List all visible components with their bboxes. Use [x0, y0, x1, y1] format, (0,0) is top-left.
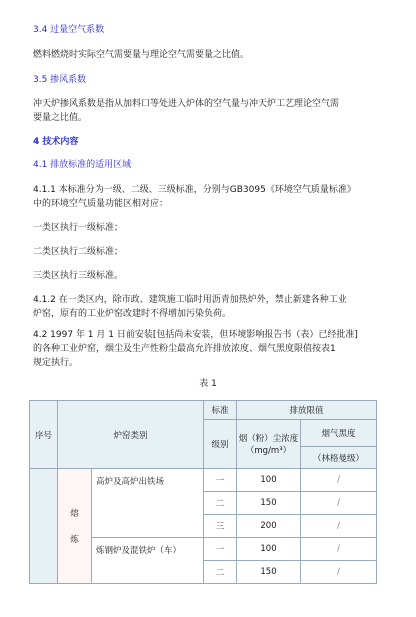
- header-level-top: 标准: [204, 401, 237, 420]
- group-label-1: 熔: [70, 509, 79, 519]
- group-cell: [58, 469, 92, 584]
- section-4-title: 4 技术内容: [33, 137, 79, 147]
- level-cell: 一: [204, 469, 237, 492]
- section-4-1-title: 4.1 排放标准的适用区域: [33, 160, 132, 170]
- section-3-5-title: 3.5 掺风系数: [33, 75, 87, 85]
- category-cell: 炼钢炉及混铁炉（车）: [92, 538, 204, 584]
- category-cell: 高炉及高炉出铁场: [92, 469, 204, 538]
- dust-cell: 150: [237, 561, 301, 584]
- para-4-2-line2: 的各种工业炉窑，烟尘及生产性粉尘最高允许排放浓度、烟气黑度限值按表1: [33, 344, 336, 354]
- table-row: [30, 469, 377, 492]
- para-4-1-2-line1: 4.1.2 在一类区内，除市政、建筑施工临时用沥青加热炉外，禁止新建各种工业: [33, 295, 347, 305]
- black-cell: /: [301, 492, 377, 515]
- section-3-4-title: 3.4 过量空气系数: [33, 25, 105, 35]
- header-black: 烟气黑度: [301, 420, 377, 447]
- black-cell: /: [301, 469, 377, 492]
- class-2-standard: 二类区执行二级标准；: [33, 247, 124, 257]
- section-3-5-body-1: 冲天炉掺风系数是指从加料口等处进入炉体的空气量与冲天炉工艺理论空气需: [33, 99, 340, 109]
- section-3-5-body-2: 要量之比值。: [33, 113, 88, 123]
- section-3-4-body: 燃料燃烧时实际空气需要量与理论空气需要量之比值。: [33, 50, 250, 60]
- para-4-2-line1: 4.2 1997 年 1 月 1 日前安装[包括尚未安装，但环境影响报告书（表）已经批准]: [33, 330, 358, 340]
- para-4-1-2-line2: 炉窑，原有的工业炉窑改建时不得增加污染负荷。: [33, 309, 232, 319]
- group-label-2: 炼: [70, 535, 79, 545]
- level-cell: 二: [204, 492, 237, 515]
- para-4-1-1-line1: 4.1.1 本标准分为一级、二级、三级标准，分别与GB3095《环境空气质量标准》: [33, 185, 356, 195]
- header-level: 级别: [204, 420, 237, 469]
- dust-cell: 150: [237, 492, 301, 515]
- level-cell: 一: [204, 538, 237, 561]
- dust-cell: 100: [237, 538, 301, 561]
- header-category: 炉窑类别: [58, 401, 204, 469]
- black-cell: /: [301, 538, 377, 561]
- header-black-unit: （林格曼级）: [301, 447, 377, 469]
- table-caption: 表 1: [199, 379, 217, 389]
- para-4-2-line3: 规定执行。: [33, 358, 79, 368]
- level-cell: 二: [204, 561, 237, 584]
- black-cell: /: [301, 515, 377, 538]
- level-cell: 三: [204, 515, 237, 538]
- para-4-1-1-line2: 中的环境空气质量功能区相对应：: [33, 199, 169, 209]
- header-serial: 序号: [30, 401, 58, 469]
- class-3-standard: 三类区执行三级标准。: [33, 271, 124, 281]
- class-1-standard: 一类区执行一级标准；: [33, 223, 124, 233]
- serial-cell: [30, 469, 58, 584]
- dust-cell: 200: [237, 515, 301, 538]
- header-dust: 烟（粉）尘浓度（mg/m³）: [237, 420, 301, 469]
- emission-table: [29, 400, 377, 584]
- header-limits: 排放限值: [237, 401, 377, 420]
- black-cell: /: [301, 561, 377, 584]
- dust-cell: 100: [237, 469, 301, 492]
